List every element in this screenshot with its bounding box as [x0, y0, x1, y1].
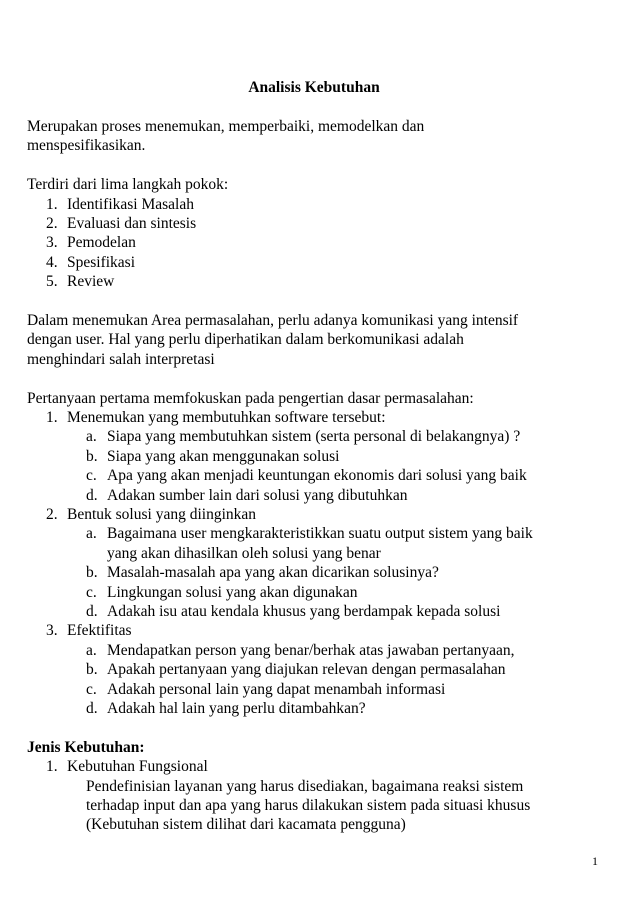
step-number: 5. — [46, 273, 58, 291]
step-label: Review — [67, 273, 115, 291]
jenis-desc-line: (Kebutuhan sistem dilihat dari kacamata pengguna) — [86, 816, 406, 834]
subitem-text: Mendapatkan person yang benar/berhak atas jawaban pertanyaan, — [107, 641, 515, 659]
subitem-text: Adakan sumber lain dari solusi yang dibutuhkan — [107, 486, 408, 504]
subitem-letter: a. — [86, 525, 97, 543]
subitem-letter: d. — [86, 486, 98, 504]
subitem-text: Bagaimana user mengkarakteristikkan suatu output sistem yang baik — [107, 525, 533, 543]
step-number: 1. — [46, 195, 58, 213]
question-label: Bentuk solusi yang diinginkan — [67, 506, 257, 523]
step-label: Pemodelan — [67, 234, 136, 252]
steps-heading: Terdiri dari lima langkah pokok: — [27, 176, 229, 194]
subitem-letter: c. — [86, 680, 97, 698]
subitem-text: Apakah pertanyaan yang diajukan relevan dengan permasalahan — [107, 661, 506, 679]
question-label: Efektifitas — [67, 622, 132, 640]
subitem-text: Lingkungan solusi yang akan digunakan — [107, 583, 358, 601]
subitem-text: Siapa yang membutuhkan sistem (serta personal di belakangnya) ? — [107, 428, 521, 446]
jenis-heading: Jenis Kebutuhan: — [27, 738, 145, 756]
subitem-letter: b. — [86, 661, 98, 679]
subitem-text: yang akan dihasilkan oleh solusi yang benar — [107, 544, 381, 562]
jenis-label: Kebutuhan Fungsional — [67, 758, 208, 776]
jenis-desc-line: terhadap input dan apa yang harus dilakukan sistem pada situasi khusus — [86, 797, 531, 814]
subitem-text: Adakah personal lain yang dapat menambah informasi — [107, 680, 446, 698]
step-label: Evaluasi dan sintesis — [67, 215, 197, 232]
question-number: 2. — [46, 506, 58, 523]
subitem-letter: c. — [86, 583, 97, 601]
jenis-desc-line: Pendefinisian layanan yang harus disediakan, bagaimana reaksi sistem — [86, 777, 524, 795]
subitem-text: Masalah-masalah apa yang akan dicarikan solusinya? — [107, 564, 439, 582]
subitem-letter: b. — [86, 564, 98, 582]
step-label: Spesifikasi — [67, 253, 136, 271]
subitem-text: Apa yang akan menjadi keuntungan ekonomis dari solusi yang baik — [107, 467, 527, 485]
question-number: 3. — [46, 622, 58, 640]
step-label: Identifikasi Masalah — [67, 195, 194, 213]
subitem-letter: d. — [86, 603, 98, 620]
question-label: Menemukan yang membutuhkan software tersebut: — [67, 409, 386, 426]
subitem-letter: a. — [86, 428, 97, 446]
subitem-letter: c. — [86, 467, 97, 485]
intro-line: menspesifikasikan. — [27, 137, 146, 155]
questions-heading: Pertanyaan pertama memfokuskan pada pengertian dasar permasalahan: — [27, 389, 474, 407]
subitem-text: Adakah hal lain yang perlu ditambahkan? — [107, 700, 366, 717]
paragraph-line: menghindari salah interpretasi — [27, 350, 215, 368]
subitem-text: Siapa yang akan menggunakan solusi — [107, 447, 340, 465]
subitem-text: Adakah isu atau kendala khusus yang berdampak kepada solusi — [107, 603, 501, 620]
step-number: 2. — [46, 215, 58, 232]
step-number: 3. — [46, 234, 58, 252]
subitem-letter: b. — [86, 447, 98, 465]
page-title: Analisis Kebutuhan — [248, 79, 380, 96]
paragraph-line: Dalam menemukan Area permasalahan, perlu adanya komunikasi yang intensif — [27, 312, 519, 329]
paragraph-line: dengan user. Hal yang perlu diperhatikan dalam berkomunikasi adalah — [27, 331, 464, 349]
page-number: 1 — [592, 854, 598, 868]
subitem-letter: d. — [86, 700, 98, 717]
question-number: 1. — [46, 409, 58, 426]
step-number: 4. — [46, 253, 58, 271]
intro-line: Merupakan proses menemukan, memperbaiki, memodelkan dan — [27, 118, 425, 135]
subitem-letter: a. — [86, 641, 97, 659]
jenis-number: 1. — [46, 758, 58, 776]
